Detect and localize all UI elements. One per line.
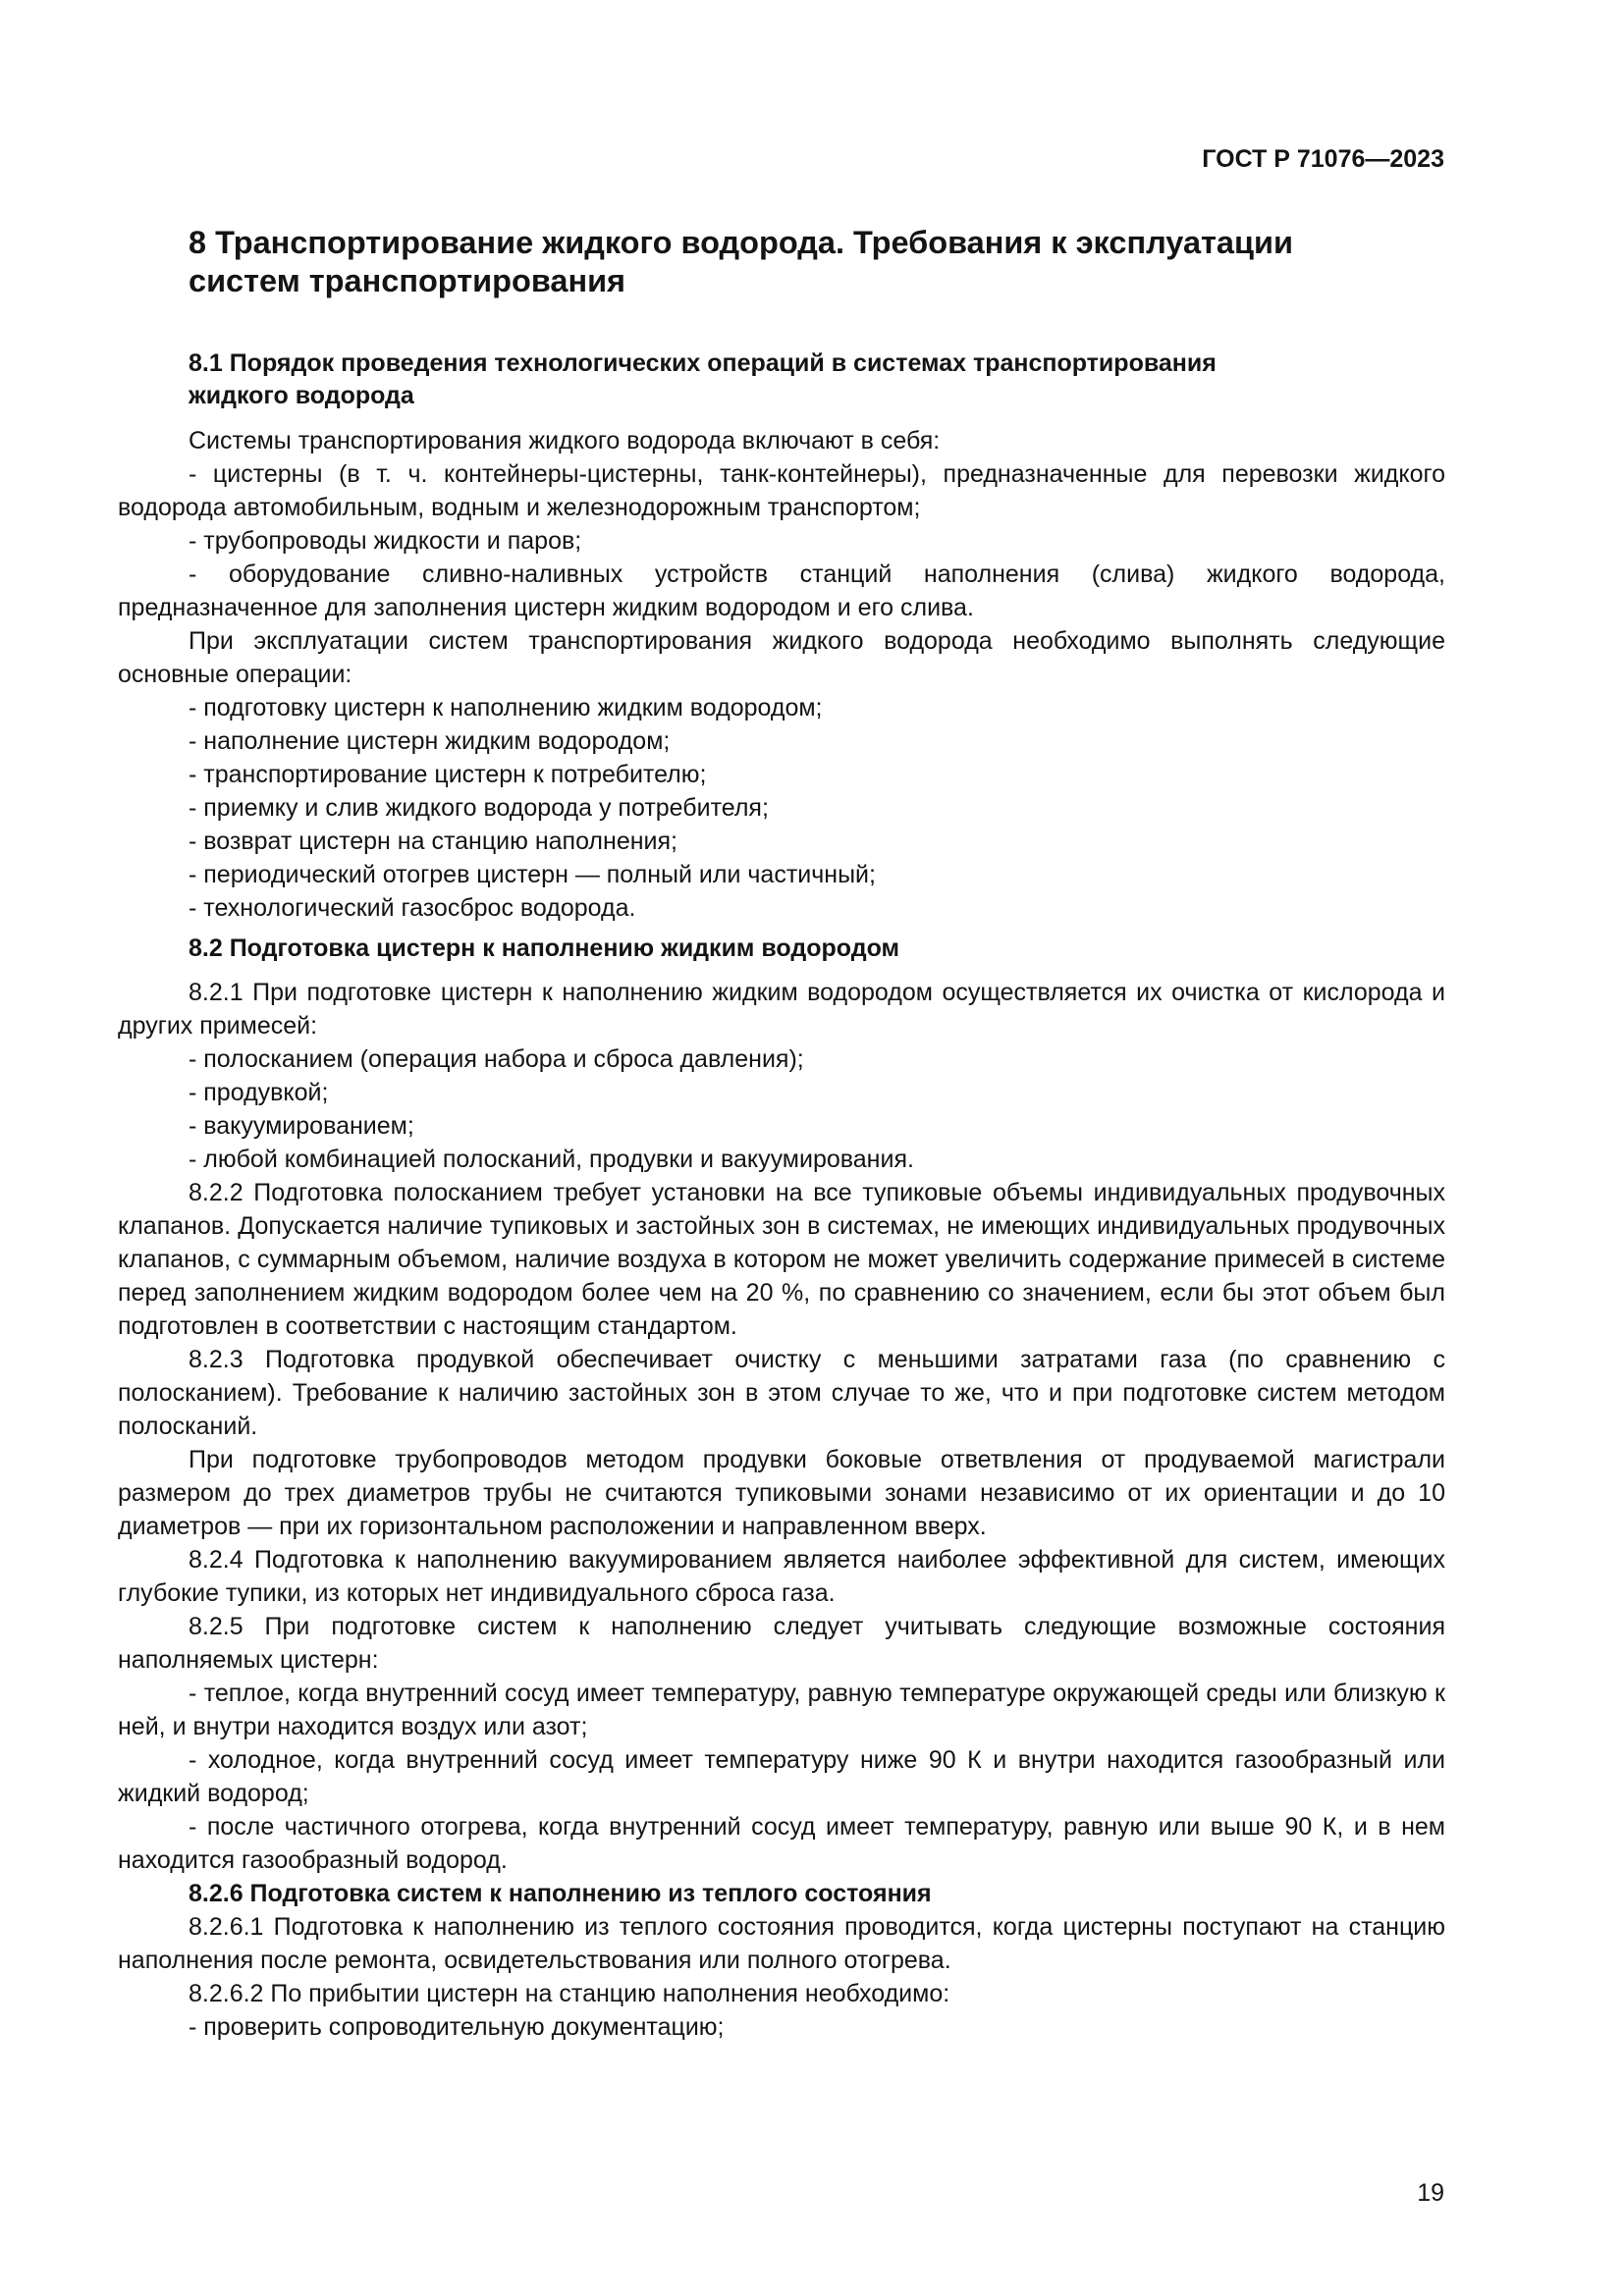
list-item: - любой комбинацией полосканий, продувки и вакуумирования. <box>189 1146 914 1173</box>
list-item: - после частичного отогрева, когда внутренний сосуд имеет температуру, равную или выше 90 К, и в нем находится газообразный водород. <box>118 1813 1445 1874</box>
subsection-8-2-6-title: 8.2.6 Подготовка систем к наполнению из теплого состояния <box>189 1880 932 1907</box>
list-item: - цистерны (в т. ч. контейнеры-цистерны, танк-контейнеры), предназначенные для перевозки жидкого водорода автомобильным, водным и железнодорожным транспортом; <box>118 460 1445 521</box>
paragraph: При эксплуатации систем транспортирования жидкого водорода необходимо выполнять следующие основные операции: <box>118 627 1445 688</box>
section-8-1-title-line-1: 8.1 Порядок проведения технологических операций в системах транспортирования <box>189 349 1217 377</box>
list-item: - вакуумированием; <box>189 1112 414 1140</box>
paragraph: 8.2.3 Подготовка продувкой обеспечивает очистку с меньшими затратами газа (по сравнению с полосканием). Требование к наличию застойных зон в этом случае то же, что и при подготовке систем методом полосканий. <box>118 1346 1445 1440</box>
page-number: 19 <box>1417 2179 1444 2207</box>
list-item: - холодное, когда внутренний сосуд имеет температуру ниже 90 К и внутри находится газообразный или жидкий водород; <box>118 1746 1445 1807</box>
list-item: - транспортирование цистерн к потребителю; <box>189 761 707 788</box>
list-item: - трубопроводы жидкости и паров; <box>189 527 582 555</box>
paragraph: 8.2.5 При подготовке систем к наполнению следует учитывать следующие возможные состояния наполняемых цистерн: <box>118 1613 1445 1674</box>
paragraph: 8.2.6.1 Подготовка к наполнению из теплого состояния проводится, когда цистерны поступают на станцию наполнения после ремонта, освидетельствования или полного отогрева. <box>118 1913 1445 1974</box>
section-8-1-title <box>189 347 1445 412</box>
section-8-1-title-line-2: жидкого водорода <box>189 382 414 409</box>
list-item: - технологический газосброс водорода. <box>189 894 636 922</box>
list-item: - теплое, когда внутренний сосуд имеет температуру, равную температуре окружающей среды или близкую к ней, и внутри находится воздух или азот; <box>118 1680 1445 1740</box>
list-item: - подготовку цистерн к наполнению жидким водородом; <box>189 694 823 721</box>
paragraph: 8.2.4 Подготовка к наполнению вакуумированием является наиболее эффективной для систем, имеющих глубокие тупики, из которых нет индивидуального сброса газа. <box>118 1546 1445 1607</box>
section-8-title-line-1: 8 Транспортирование жидкого водорода. Требования к эксплуатации <box>189 225 1293 260</box>
section-8-2-title: 8.2 Подготовка цистерн к наполнению жидким водородом <box>189 934 900 962</box>
list-item: - возврат цистерн на станцию наполнения; <box>189 828 677 855</box>
section-8-1-body <box>118 424 1445 925</box>
list-item: - оборудование сливно-наливных устройств станций наполнения (слива) жидкого водорода, предназначенное для заполнения цистерн жидким водородом и его слива. <box>118 561 1445 621</box>
list-item: - полосканием (операция набора и сброса давления); <box>189 1045 804 1073</box>
section-8-2-body <box>118 976 1445 2044</box>
list-item: - приемку и слив жидкого водорода у потребителя; <box>189 794 769 822</box>
list-item: - наполнение цистерн жидким водородом; <box>189 727 671 755</box>
paragraph: 8.2.2 Подготовка полосканием требует установки на все тупиковые объемы индивидуальных продувочных клапанов. Допускается наличие тупиковых и застойных зон в системах, не имеющих индивидуальных продувочных клапанов, с суммарным объемом, наличие воздуха в котором не может увеличить содержание примесей в системе перед заполнением жидким водородом более чем на 20 %, по сравнению со значением, если бы этот объем был подготовлен в соответствии с настоящим стандартом. <box>118 1179 1445 1340</box>
list-item: - проверить сопроводительную документацию; <box>189 2013 725 2041</box>
document-code-header: ГОСТ Р 71076—2023 <box>1202 145 1444 173</box>
paragraph: 8.2.6.2 По прибытии цистерн на станцию наполнения необходимо: <box>189 1980 950 2007</box>
list-item: - периодический отогрев цистерн — полный или частичный; <box>189 861 876 888</box>
list-item: - продувкой; <box>189 1079 329 1106</box>
paragraph: Системы транспортирования жидкого водорода включают в себя: <box>189 427 941 454</box>
section-8-title-line-2: систем транспортирования <box>189 263 626 298</box>
page-content <box>118 224 1445 2044</box>
paragraph: При подготовке трубопроводов методом продувки боковые ответвления от продуваемой магистрали размером до трех диаметров трубы не считаются тупиковыми зонами независимо от их ориентации и до 10 диаметров — при их горизонтальном расположении и направленном вверх. <box>118 1446 1445 1540</box>
section-8-title <box>189 224 1445 300</box>
paragraph: 8.2.1 При подготовке цистерн к наполнению жидким водородом осуществляется их очистка от кислорода и других примесей: <box>118 979 1445 1040</box>
